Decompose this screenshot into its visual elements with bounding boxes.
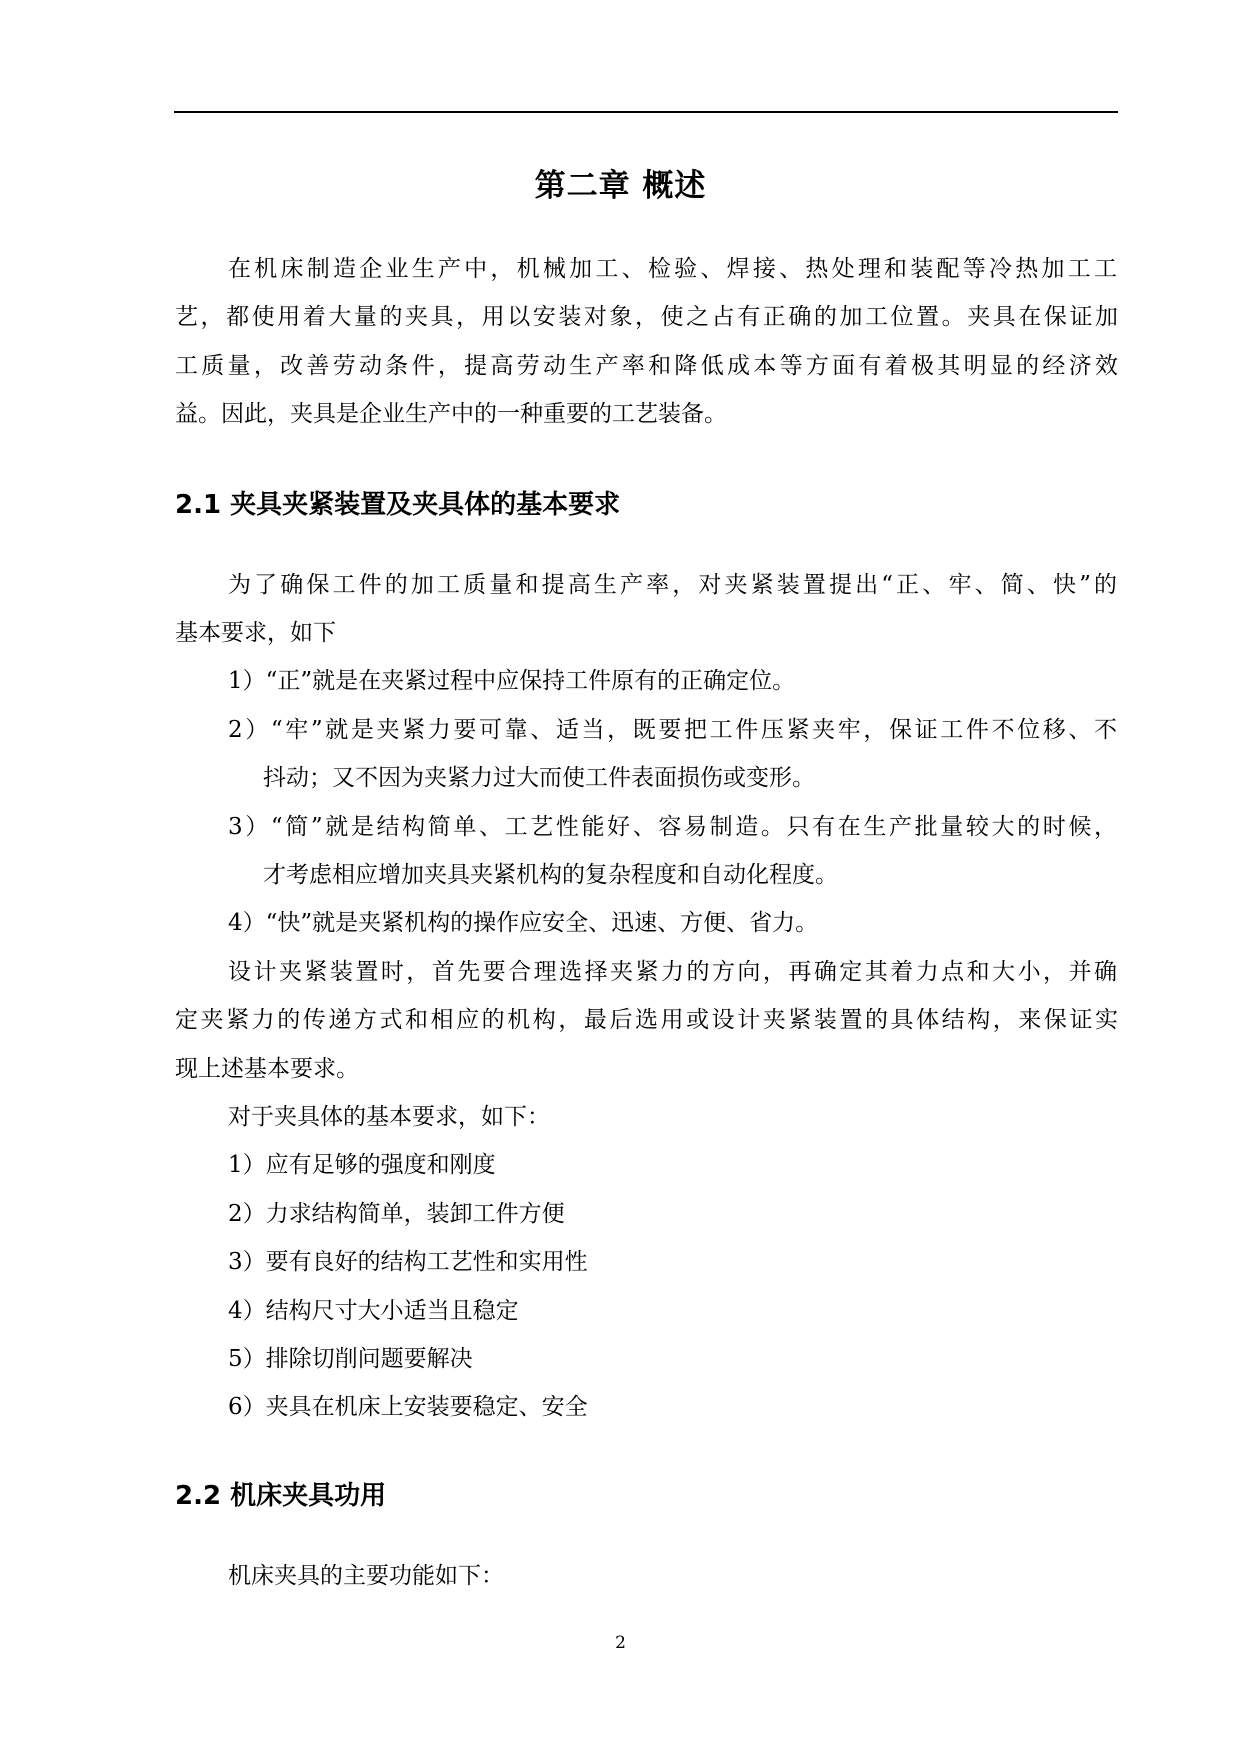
intro-line-4: 益。因此，夹具是企业生产中的一种重要的工艺装备。 <box>175 401 727 427</box>
requirement-item-1: 1）“正”就是在夹紧过程中应保持工件原有的正确定位。 <box>228 668 796 694</box>
fixture-body-item-3: 3）要有良好的结构工艺性和实用性 <box>228 1249 588 1275</box>
fixture-body-item-2: 2）力求结构简单，装卸工件方便 <box>228 1201 565 1227</box>
fixture-body-intro: 对于夹具体的基本要求，如下： <box>228 1104 550 1130</box>
requirement-item-2: 2）“牢”就是夹紧力要可靠、适当，既要把工件压紧夹牢，保证工件不位移、不 <box>228 717 1117 743</box>
fixture-body-item-6: 6）夹具在机床上安装要稳定、安全 <box>228 1394 588 1420</box>
fixture-body-item-5: 5）排除切削问题要解决 <box>228 1346 473 1372</box>
design-para-line-1: 设计夹紧装置时，首先要合理选择夹紧力的方向，再确定其着力点和大小，并确 <box>228 959 1117 985</box>
section-heading-2-1: 2.1 夹具夹紧装置及夹具体的基本要求 <box>175 490 621 520</box>
page-number: 2 <box>615 1633 626 1653</box>
requirement-item-3-cont: 才考虑相应增加夹具夹紧机构的复杂程度和自动化程度。 <box>263 862 838 888</box>
section-2-para: 机床夹具的主要功能如下： <box>228 1563 504 1589</box>
section-1-para-line-2: 基本要求，如下 <box>175 620 336 646</box>
requirement-item-4: 4）“快”就是夹紧机构的操作应安全、迅速、方便、省力。 <box>228 910 819 936</box>
requirement-item-2-cont: 抖动；又不因为夹紧力过大而使工件表面损伤或变形。 <box>263 765 815 791</box>
intro-line-3: 工质量，改善劳动条件，提高劳动生产率和降低成本等方面有着极其明显的经济效 <box>175 353 1118 379</box>
design-para-line-2: 定夹紧力的传递方式和相应的机构，最后选用或设计夹紧装置的具体结构，来保证实 <box>175 1007 1118 1033</box>
intro-line-2: 艺，都使用着大量的夹具，用以安装对象，使之占有正确的加工位置。夹具在保证加 <box>175 304 1118 330</box>
intro-line-1: 在机床制造企业生产中，机械加工、检验、焊接、热处理和装配等冷热加工工 <box>228 256 1117 282</box>
fixture-body-item-1: 1）应有足够的强度和刚度 <box>228 1152 496 1178</box>
chapter-title: 第二章 概述 <box>534 168 707 204</box>
section-1-para-line-1: 为了确保工件的加工质量和提高生产率，对夹紧装置提出“正、牢、简、快”的 <box>228 572 1117 598</box>
requirement-item-3: 3）“简”就是结构简单、工艺性能好、容易制造。只有在生产批量较大的时候， <box>228 814 1117 840</box>
section-heading-2-2: 2.2 机床夹具功用 <box>175 1481 387 1511</box>
design-para-line-3: 现上述基本要求。 <box>175 1056 359 1082</box>
fixture-body-item-4: 4）结构尺寸大小适当且稳定 <box>228 1298 519 1324</box>
header-rule <box>174 111 1118 113</box>
